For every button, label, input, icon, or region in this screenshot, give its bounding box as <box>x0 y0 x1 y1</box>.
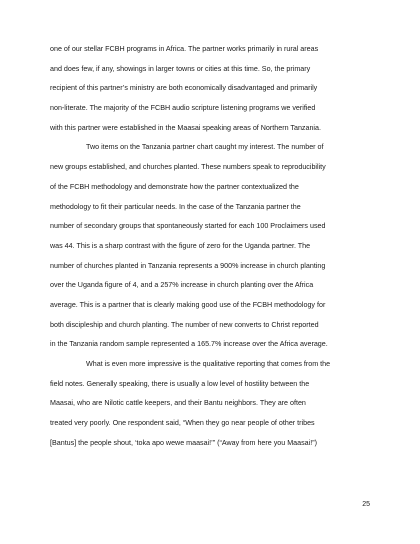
text-line: with this partner were established in the Maasai speaking areas of Northern Tanzania. <box>50 123 321 132</box>
text-line: number of secondary groups that spontaneously started for each 100 Proclaimers used <box>50 222 326 231</box>
text-line: Two items on the Tanzania partner chart caught my interest. The number of <box>86 143 324 152</box>
text-line: treated very poorly. One respondent said, “When they go near people of other tribes <box>50 419 315 428</box>
text-line: was 44. This is a sharp contrast with the figure of zero for the Uganda partner. The <box>50 241 311 250</box>
text-line: new groups established, and churches planted. These numbers speak to reproducibility <box>50 163 326 172</box>
text-line: and does few, if any, showings in larger towns or cities at this time. So, the primary <box>50 64 311 73</box>
text-line: methodology to fit their particular needs. In the case of the Tanzania partner the <box>50 202 301 211</box>
text-line: one of our stellar FCBH programs in Africa. The partner works primarily in rural areas <box>50 45 319 53</box>
text-line: number of churches planted in Tanzania represents a 900% increase in church planting <box>50 261 326 270</box>
text-line: Maasai, who are Nilotic cattle keepers, and their Bantu neighbors. They are often <box>50 399 306 408</box>
text-line: recipient of this partner’s ministry are both economically disadvantaged and primarily <box>50 84 318 93</box>
text-line: both discipleship and church planting. The number of new converts to Christ reported <box>50 320 319 329</box>
page-number: 25 <box>362 501 370 508</box>
text-line: average. This is a partner that is clearly making good use of the FCBH methodology for <box>50 300 326 309</box>
paragraph <box>50 138 372 355</box>
paragraph <box>50 40 372 138</box>
text-line: [Bantus] the people shout, ‘toka apo wewe maasai!’” (“Away from here you Maasai!”) <box>50 438 317 447</box>
text-line: What is even more impressive is the qualitative reporting that comes from the <box>86 360 331 368</box>
text-line: of the FCBH methodology and demonstrate how the partner contextualized the <box>50 182 299 191</box>
text-line: over the Uganda figure of 4, and a 257% increase in church planting over the Africa <box>50 281 314 290</box>
text-line: non-literate. The majority of the FCBH audio scripture listening programs we verified <box>50 104 316 113</box>
body-text <box>50 40 372 453</box>
text-line: in the Tanzania random sample represented a 165.7% increase over the Africa average. <box>50 340 328 349</box>
paragraph <box>50 355 372 453</box>
text-line: field notes. Generally speaking, there is usually a low level of hostility between the <box>50 379 310 388</box>
